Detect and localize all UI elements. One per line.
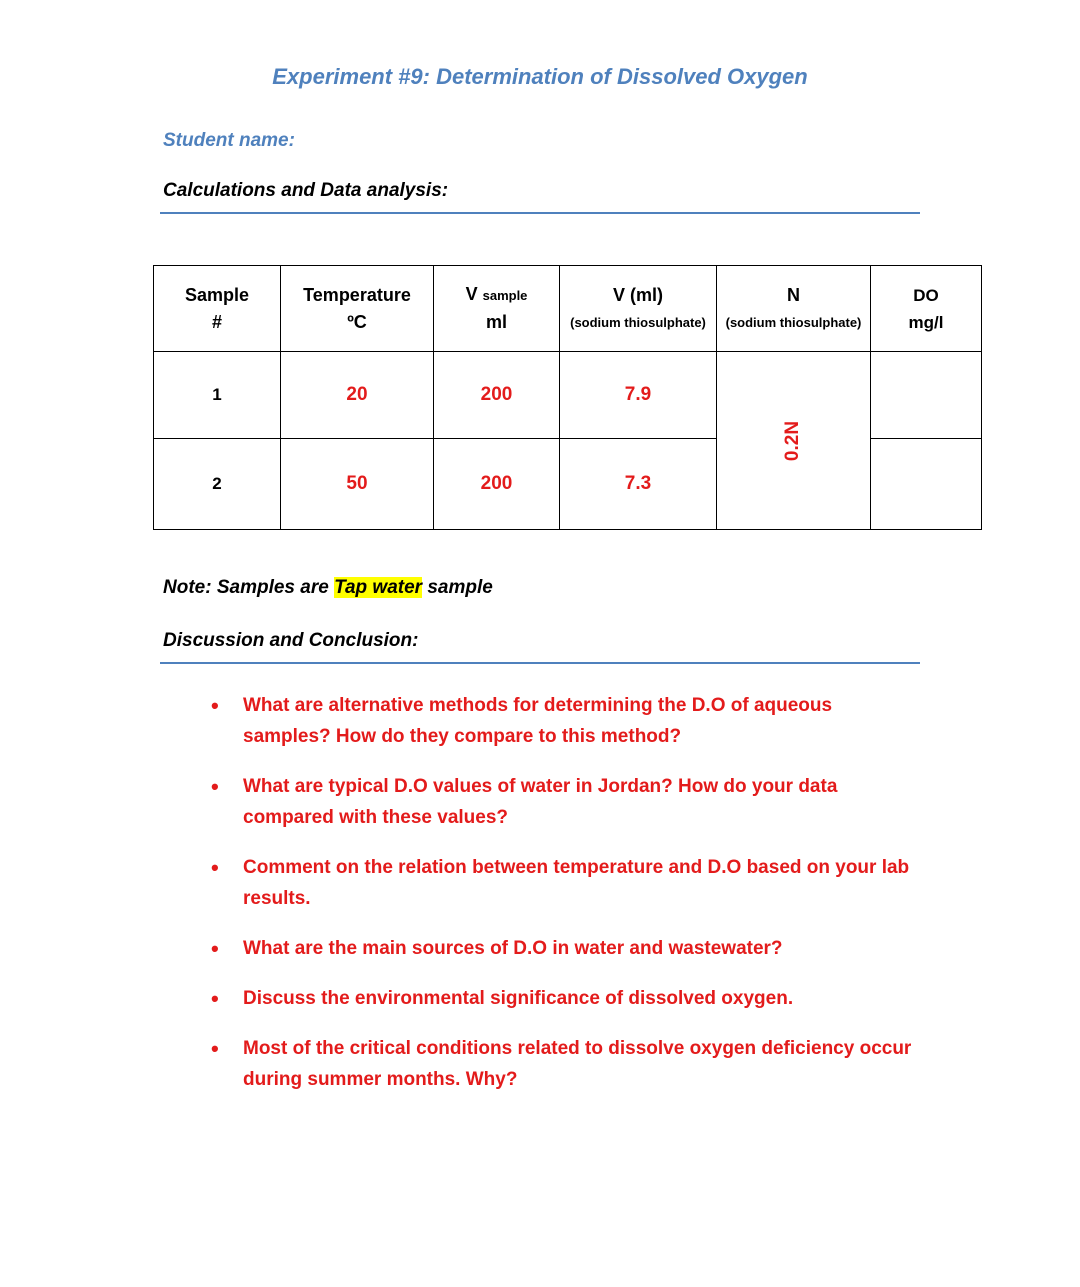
bullet-icon: • [211, 774, 219, 799]
bullet-icon: • [211, 986, 219, 1011]
table-header-row [154, 266, 982, 352]
list-item: • Most of the critical conditions related to dissolve oxygen deficiency occur during summer months. Why? [160, 1033, 920, 1095]
list-item: • Discuss the environmental significance of dissolved oxygen. [160, 983, 920, 1014]
cell-v-sample: 200 [434, 439, 560, 530]
cell-do [871, 352, 982, 439]
table-row [154, 352, 982, 439]
cell-v-sample: 200 [434, 352, 560, 439]
cell-v-ml: 7.3 [560, 439, 717, 530]
header-v-sample: V sample ml [434, 266, 560, 352]
page-title: Experiment #9: Determination of Dissolved Oxygen [272, 64, 808, 89]
header-n: N (sodium thiosulphate) [717, 266, 871, 352]
header-temperature: Temperature ºC [281, 266, 434, 352]
note-text: Note: Samples are Tap water sample [163, 577, 493, 598]
calculations-heading: Calculations and Data analysis: [163, 180, 449, 201]
header-do: DO mg/l [871, 266, 982, 352]
student-name-label: Student name: [163, 130, 295, 151]
cell-sample: 1 [154, 352, 281, 439]
cell-temperature: 20 [281, 352, 434, 439]
cell-v-ml: 7.9 [560, 352, 717, 439]
cell-do [871, 439, 982, 530]
cell-temperature: 50 [281, 439, 434, 530]
calculations-divider [160, 212, 920, 214]
data-table [153, 265, 982, 530]
header-sample: Sample # [154, 266, 281, 352]
header-v-ml: V (ml) (sodium thiosulphate) [560, 266, 717, 352]
question-list [160, 690, 920, 1114]
list-item: • What are typical D.O values of water in Jordan? How do your data compared with these values? [160, 771, 920, 833]
n-value-text: 0.2N [782, 420, 804, 461]
list-item: • What are the main sources of D.O in water and wastewater? [160, 933, 920, 964]
discussion-heading: Discussion and Conclusion: [163, 630, 419, 651]
bullet-icon: • [211, 693, 219, 718]
discussion-divider [160, 662, 920, 664]
list-item: • What are alternative methods for determining the D.O of aqueous samples? How do they compare to this method? [160, 690, 920, 752]
cell-sample: 2 [154, 439, 281, 530]
list-item: • Comment on the relation between temperature and D.O based on your lab results. [160, 852, 920, 914]
bullet-icon: • [211, 936, 219, 961]
bullet-icon: • [211, 1036, 219, 1061]
cell-n-value [717, 352, 871, 530]
bullet-icon: • [211, 855, 219, 880]
highlighted-text: Tap water [334, 577, 423, 598]
